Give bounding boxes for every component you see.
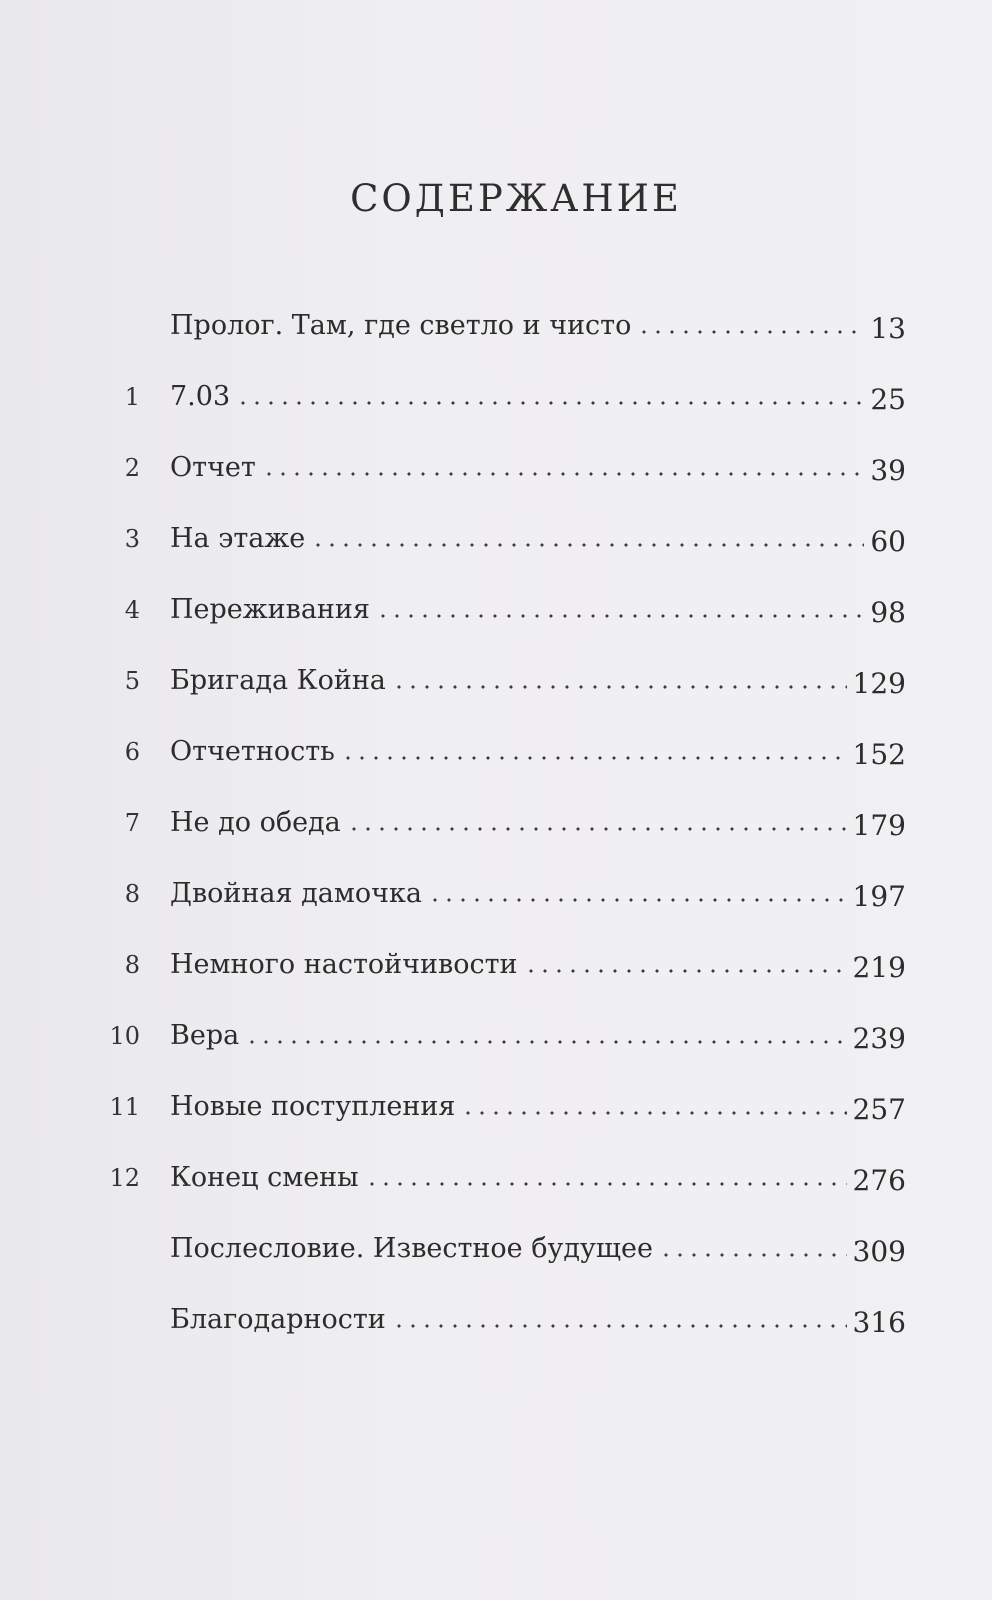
chapter-title: Не до обеда: [170, 806, 341, 838]
chapter-number: 11: [109, 1093, 140, 1121]
chapter-number: 2: [124, 454, 140, 482]
chapter-title: Двойная дамочка: [170, 877, 422, 909]
dot-leader: [347, 827, 847, 831]
toc-entry: [0, 1223, 992, 1273]
toc-entry: [0, 939, 992, 989]
chapter-number: 6: [124, 738, 140, 766]
dot-leader: [461, 1111, 846, 1115]
chapter-title: 7.03: [170, 380, 231, 412]
page-number: 39: [870, 454, 906, 488]
page-number: 152: [852, 738, 906, 772]
toc-entry: [0, 1010, 992, 1060]
page-number: 60: [870, 525, 906, 559]
toc-entry: [0, 797, 992, 847]
dot-leader: [376, 614, 864, 618]
chapter-title: Немного настойчивости: [170, 948, 518, 980]
toc-entry: [0, 442, 992, 492]
dot-leader: [341, 756, 847, 760]
toc-entry: [0, 1152, 992, 1202]
page-number: 197: [852, 880, 906, 914]
chapter-title: Пролог. Там, где светло и чисто: [170, 309, 632, 341]
chapter-number: 4: [124, 596, 140, 624]
page-number: 239: [852, 1022, 906, 1056]
chapter-title: Отчет: [170, 451, 256, 483]
page-number: 98: [870, 596, 906, 630]
dot-leader: [659, 1253, 847, 1257]
chapter-number: 3: [124, 525, 140, 553]
page-number: 309: [852, 1235, 906, 1269]
chapter-title: Новые поступления: [170, 1090, 456, 1122]
page-number: 316: [852, 1306, 906, 1340]
chapter-title: Вера: [170, 1019, 240, 1051]
dot-leader: [524, 969, 847, 973]
chapter-title: Бригада Койна: [170, 664, 386, 696]
dot-leader: [236, 401, 864, 405]
dot-leader: [365, 1182, 847, 1186]
chapter-title: Послесловие. Известное будущее: [170, 1232, 653, 1264]
chapter-title: Конец смены: [170, 1161, 359, 1193]
chapter-title: Благодарности: [170, 1303, 386, 1335]
page-number: 25: [870, 383, 906, 417]
toc-entry: [0, 655, 992, 705]
toc-entry: [0, 1294, 992, 1344]
toc-entry: [0, 584, 992, 634]
dot-leader: [262, 472, 865, 476]
page-number: 257: [852, 1093, 906, 1127]
dot-leader: [428, 898, 847, 902]
page-number: 276: [852, 1164, 906, 1198]
chapter-number: 10: [109, 1022, 140, 1050]
toc-entry: [0, 300, 992, 350]
dot-leader: [392, 1324, 847, 1328]
page-title: СОДЕРЖАНИЕ: [350, 176, 682, 220]
page-number: 13: [870, 312, 906, 346]
toc-entry: [0, 371, 992, 421]
toc-entry: [0, 1081, 992, 1131]
dot-leader: [392, 685, 847, 689]
page-number: 129: [852, 667, 906, 701]
dot-leader: [245, 1040, 846, 1044]
dot-leader: [311, 543, 864, 547]
chapter-title: Отчетность: [170, 735, 335, 767]
toc-entry: [0, 726, 992, 776]
chapter-number: 7: [124, 809, 140, 837]
chapter-number: 1: [124, 383, 140, 411]
chapter-number: 8: [124, 951, 140, 979]
chapter-title: Переживания: [170, 593, 370, 625]
dot-leader: [637, 330, 864, 334]
page-number: 179: [852, 809, 906, 843]
chapter-number: 8: [124, 880, 140, 908]
chapter-title: На этаже: [170, 522, 306, 554]
toc-entry: [0, 868, 992, 918]
toc-entry: [0, 513, 992, 563]
page-number: 219: [852, 951, 906, 985]
chapter-number: 5: [124, 667, 140, 695]
chapter-number: 12: [109, 1164, 140, 1192]
